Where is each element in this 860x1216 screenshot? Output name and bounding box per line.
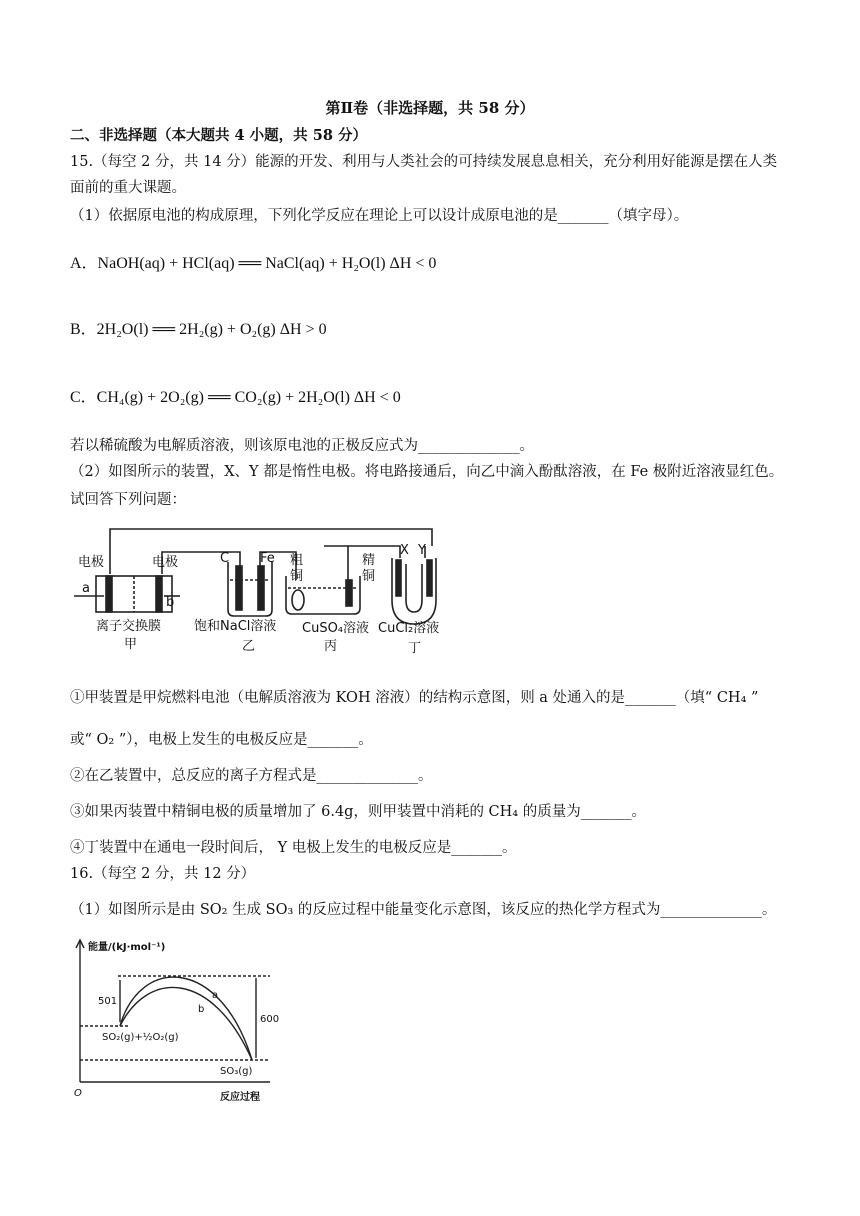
cucl2-label: CuCl₂溶液 [378, 621, 440, 636]
reactants-label: SO₂(g)+½O₂(g) [102, 1032, 179, 1043]
q15-part1-followup: 若以稀硫酸为电解质溶液，则该原电池的正极反应式为______________。 [70, 438, 534, 454]
electrode-right-label: 电极 [152, 555, 179, 570]
option-a: A．NaOH(aq) + HCl(aq) ══ NaCl(aq) + H₂O(l) ΔH < 0 [70, 255, 437, 272]
q15-sub2: ②在乙装置中，总反应的离子方程式是______________。 [70, 768, 433, 784]
q15-sub4: ④丁装置中在通电一段时间后， Y 电极上发生的电极反应是_______。 [70, 840, 517, 856]
label-ding: 丁 [408, 641, 422, 656]
label-fe: Fe [260, 551, 275, 566]
curve-b-label: b [198, 1004, 205, 1015]
label-jia: 甲 [124, 637, 138, 652]
q15-part1: （1）依据原电池的构成原理，下列化学反应在理论上可以设计成原电池的是_______（填字母）。 [70, 208, 689, 224]
page-title: 第Ⅱ卷（非选择题，共 58 分） [325, 99, 535, 117]
q15-part2-line1: （2）如图所示的装置，X、Y 都是惰性电极。将电路接通后，向乙中滴入酚酞溶液，在 Fe 极附近溶液显红色。 [70, 464, 784, 480]
crude-cu-label-2: 铜 [290, 569, 304, 584]
label-bing: 丙 [324, 639, 338, 654]
q15-intro-line1: 15.（每空 2 分，共 14 分）能源的开发、利用与人类社会的可持续发展息息相关，充分利用好能源是摆在人类 [70, 154, 778, 170]
crude-cu-label-1: 粗 [290, 553, 304, 568]
option-c: C．CH₄(g) + 2O₂(g) ══ CO₂(g) + 2H₂O(l) ΔH < 0 [70, 389, 401, 406]
membrane-label: 离子交换膜 [96, 619, 162, 634]
label-y: Y [418, 543, 426, 558]
label-yi: 乙 [242, 639, 256, 654]
q15-sub1-line2: 或“ O₂ ”），电极上发生的电极反应是_______。 [70, 732, 373, 748]
label-c: C [220, 551, 230, 566]
apparatus-diagram [70, 524, 460, 660]
curve-a-label: a [212, 990, 219, 1001]
label-x: X [400, 543, 409, 558]
q16-part1: （1）如图所示是由 SO₂ 生成 SO₃ 的反应过程中能量变化示意图，该反应的热化学方程式为______________。 [70, 902, 777, 918]
cuso4-label: CuSO₄溶液 [302, 621, 370, 636]
option-b: B．2H₂O(l) ══ 2H₂(g) + O₂(g) ΔH > 0 [70, 321, 327, 338]
pure-cu-label-1: 精 [362, 553, 376, 568]
origin-label: O [74, 1088, 82, 1099]
energy-diagram [70, 936, 290, 1114]
q15-sub3: ③如果丙装置中精铜电极的质量增加了 6.4g，则甲装置中消耗的 CH₄ 的质量为_______。 [70, 804, 646, 820]
y-axis-label: 能量/(kJ·mol⁻¹) [88, 942, 166, 953]
q15-sub1-line1: ①甲装置是甲烷燃料电池（电解质溶液为 KOH 溶液）的结构示意图，则 a 处通入的是_______（填“ CH₄ ” [70, 690, 759, 706]
label-b: b [166, 595, 175, 610]
electrode-left-label: 电极 [78, 555, 105, 570]
value-600: 600 [260, 1014, 280, 1025]
section-heading: 二、非选择题（本大题共 4 小题，共 58 分） [70, 127, 367, 144]
value-501: 501 [98, 996, 118, 1007]
x-axis-label: 反应过程 [220, 1092, 260, 1103]
q15-part2-line2: 试回答下列问题： [70, 492, 186, 508]
pure-cu-label-2: 铜 [362, 569, 376, 584]
nacl-label: 饱和NaCl溶液 [194, 619, 277, 634]
q16-intro: 16.（每空 2 分，共 12 分） [70, 866, 256, 882]
q15-intro-line2: 面前的重大课题。 [70, 180, 186, 196]
product-label: SO₃(g) [220, 1066, 253, 1077]
label-a: a [82, 581, 90, 596]
